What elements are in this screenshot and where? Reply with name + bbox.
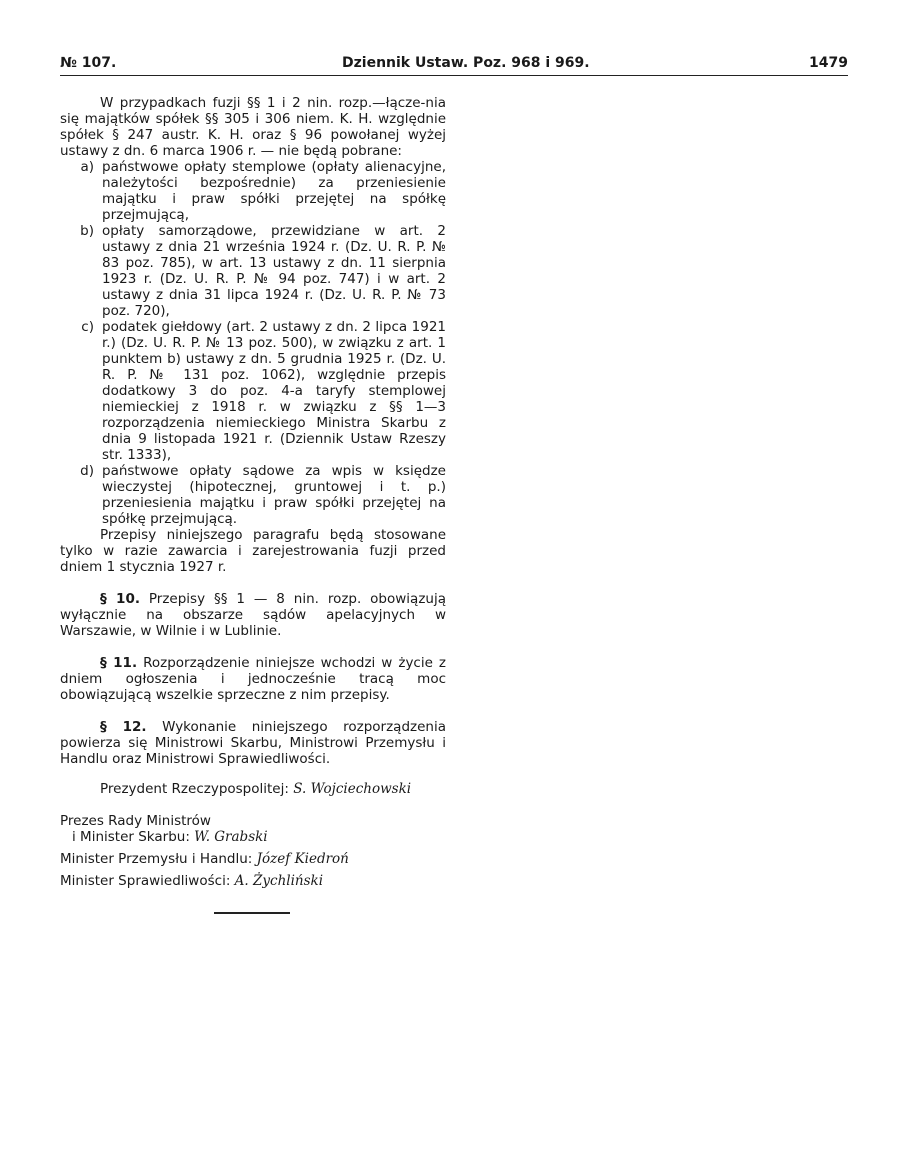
section-11: [60, 655, 446, 703]
journal-title: Dziennik Ustaw. Poz. 968 i 969.: [342, 55, 590, 71]
list-item-text: państwowe opłaty sądowe za wpis w księdze wieczystej (hipotecznej, gruntowej i t. p.) przeniesienia majątku i praw spółki przejętej na spółkę przejmującą.: [102, 463, 446, 527]
signature-name: Józef Kiedroń: [256, 851, 349, 867]
section-number: § 12.: [100, 719, 147, 735]
page-number: 1479: [809, 55, 848, 71]
list-item-text: państwowe opłaty stemplowe (opłaty alienacyjne, należytości bezpośrednie) za przeniesienie majątku i praw spółki przejętej na spółkę przejmującą,: [102, 159, 446, 223]
issue-number: № 107.: [60, 55, 117, 71]
pm-signature-title: Prezes Rady Ministrów: [60, 813, 211, 829]
section-text: Przepisy §§ 1 — 8 nin. rozp. obowiązują wyłącznie na obszarze sądów apelacyjnych w Warszawie, w Wilnie i w Lublinie.: [60, 591, 446, 639]
list-item: [60, 463, 446, 527]
list-item: [60, 319, 446, 463]
list-item-label: d): [80, 463, 94, 479]
end-rule: [214, 912, 290, 914]
list-item: [60, 223, 446, 319]
signature-name: A. Żychliński: [234, 873, 324, 889]
section-12: [60, 719, 446, 767]
section-10: [60, 591, 446, 639]
section-number: § 10.: [100, 591, 140, 607]
intro-paragraph: W przypadkach fuzji §§ 1 i 2 nin. rozp.—łącze-nia się majątków spółek §§ 305 i 306 niem. K. H. względnie spółek § 247 austr. K. H. oraz § 96 powołanej wyżej ustawy z dn. 6 marca 1906 r. — nie będą pobrane:: [60, 95, 446, 159]
signature-name: W. Grabski: [194, 829, 268, 845]
list-item-label: c): [81, 319, 94, 335]
list-item-text: podatek giełdowy (art. 2 ustawy z dn. 2 lipca 1921 r.) (Dz. U. R. P. № 13 poz. 500), w związku z art. 1 punktem b) ustawy z dn. 5 grudnia 1925 r. (Dz. U. R. P. № 131 poz. 1062), względnie przepis dodatkowy 3 do poz. 4-a taryfy stemplowej niemieckiej z 1918 r. w związku z §§ 1—3 rozporządzenia niemieckiego Ministra Skarbu z dnia 9 listopada 1921 r. (Dziennik Ustaw Rzeszy str. 1333),: [102, 319, 446, 463]
header-rule: [60, 75, 848, 76]
list-item-text: opłaty samorządowe, przewidziane w art. 2 ustawy z dnia 21 września 1924 r. (Dz. U. R. P. № 83 poz. 785), w art. 13 ustawy z dn. 11 sierpnia 1923 r. (Dz. U. R. P. № 94 poz. 747) i w art. 2 ustawy z dnia 31 lipca 1924 r. (Dz. U. R. P. № 73 poz. 720),: [102, 223, 446, 319]
pm-signature: [60, 829, 446, 845]
text-column: [60, 95, 446, 889]
page-header: [60, 55, 848, 75]
signature-title: Minister Sprawiedliwości:: [60, 873, 231, 889]
closing-paragraph: Przepisy niniejszego paragrafu będą stosowane tylko w razie zawarcia i zarejestrowania fuzji przed dniem 1 stycznia 1927 r.: [60, 527, 446, 575]
section-text: Rozporządzenie niniejsze wchodzi w życie z dniem ogłoszenia i jednocześnie tracą moc obowiązującą wszelkie sprzeczne z nim przepisy.: [60, 655, 446, 703]
signature-name: S. Wojciechowski: [293, 781, 412, 797]
signature-title: Prezydent Rzeczypospolitej:: [100, 781, 289, 797]
signature-title: i Minister Skarbu:: [72, 829, 190, 845]
list-item: [60, 159, 446, 223]
section-number: § 11.: [100, 655, 138, 671]
justice-minister-signature: [60, 873, 446, 889]
list-item-label: a): [80, 159, 94, 175]
section-text: Wykonanie niniejszego rozporządzenia powierza się Ministrowi Skarbu, Ministrowi Przemysłu i Handlu oraz Ministrowi Sprawiedliwości.: [60, 719, 446, 767]
president-signature: [60, 781, 446, 797]
signature-title: Minister Przemysłu i Handlu:: [60, 851, 253, 867]
industry-minister-signature: [60, 851, 446, 867]
list-item-label: b): [80, 223, 94, 239]
